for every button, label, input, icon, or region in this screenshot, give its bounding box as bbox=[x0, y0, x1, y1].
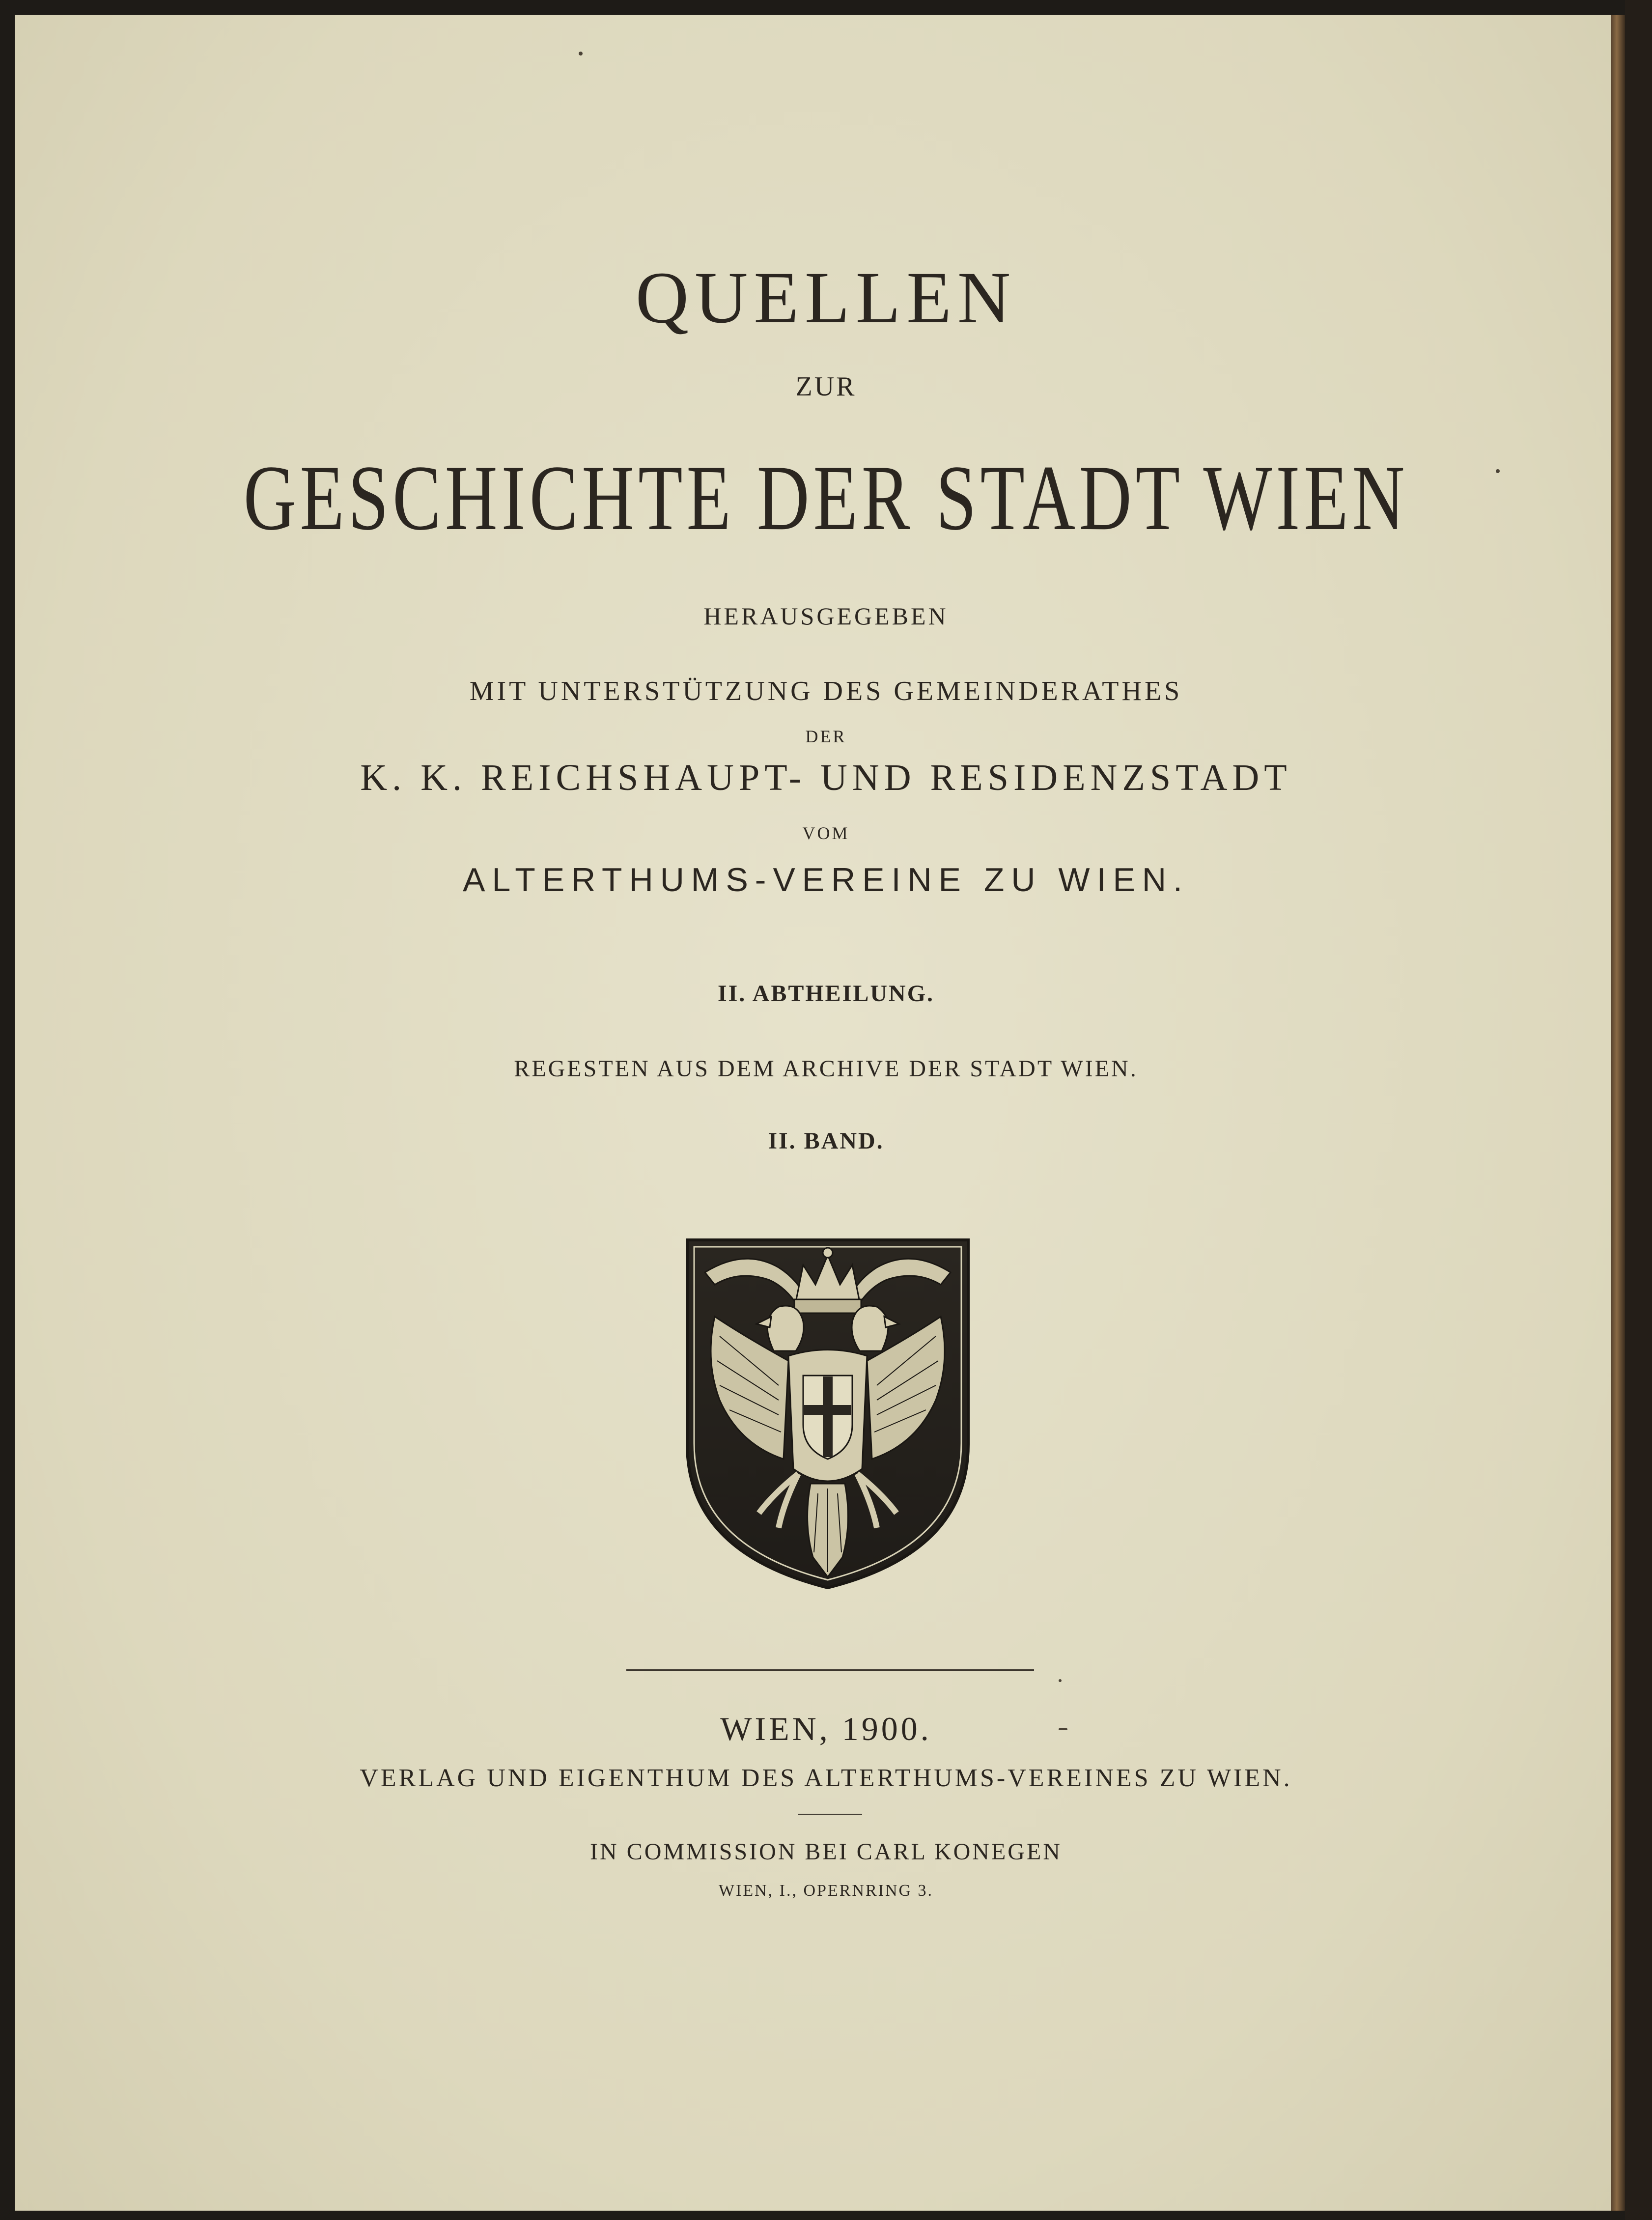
division-line: II. ABTHEILUNG. bbox=[717, 981, 935, 1007]
paper-speck bbox=[1496, 469, 1500, 473]
city-line: K. K. REICHSHAUPT- UND RESIDENZSTADT bbox=[360, 757, 1292, 798]
place-year: WIEN, 1900. bbox=[720, 1710, 932, 1747]
paper-speck bbox=[579, 52, 583, 56]
support-line: MIT UNTERSTÜTZUNG DES GEMEINDERATHES bbox=[469, 676, 1183, 706]
series-line: REGESTEN AUS DEM ARCHIVE DER STADT WIEN. bbox=[514, 1056, 1138, 1082]
volume-line: II. BAND. bbox=[768, 1128, 884, 1154]
title-main: QUELLEN bbox=[635, 257, 1017, 338]
publisher-line: VERLAG UND EIGENTHUM DES ALTERTHUMS-VEREINES ZU WIEN. bbox=[360, 1764, 1292, 1792]
article-vom: VOM bbox=[802, 823, 850, 843]
title-subject: GESCHICHTE DER STADT WIEN bbox=[243, 447, 1409, 550]
short-divider bbox=[798, 1814, 862, 1815]
title-connector: ZUR bbox=[795, 371, 857, 402]
editor-line: HERAUSGEGEBEN bbox=[703, 602, 949, 630]
vienna-coat-of-arms-icon bbox=[685, 1238, 970, 1589]
commission-line: IN COMMISSION BEI CARL KONEGEN bbox=[590, 1839, 1062, 1865]
article-der: DER bbox=[805, 727, 847, 746]
society-line: ALTERTHUMS-VEREINE ZU WIEN. bbox=[463, 861, 1189, 899]
paper-speck bbox=[1059, 1728, 1067, 1730]
paper-speck bbox=[1059, 1679, 1062, 1682]
imprint-divider bbox=[626, 1669, 1034, 1671]
address-line: WIEN, I., OPERNRING 3. bbox=[718, 1882, 934, 1900]
